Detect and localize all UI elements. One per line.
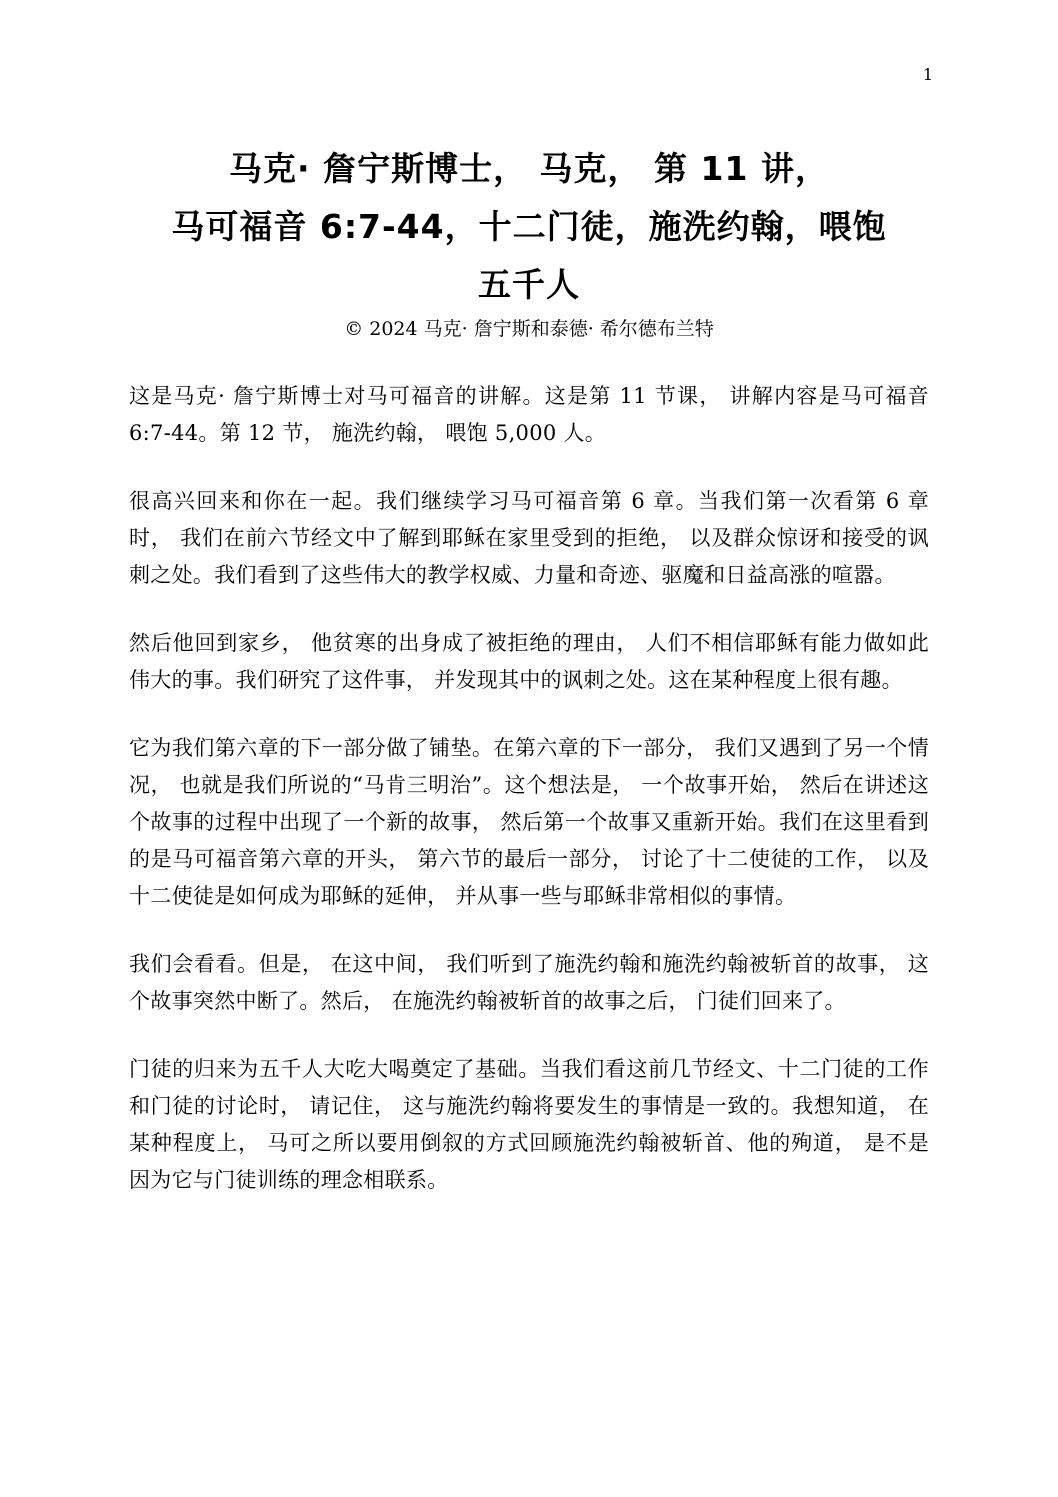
page-number: 1 xyxy=(922,65,933,84)
title-line-2: 马可福音 6:7-44，十二门徒，施洗约翰，喂饱 xyxy=(171,207,887,246)
title-line-1: 马克· 詹宁斯博士， 马克， 第 11 讲， xyxy=(229,149,829,188)
paragraph-3: 然后他回到家乡， 他贫寒的出身成了被拒绝的理由， 人们不相信耶稣有能力做如此伟大的事。我们研究了这件事， 并发现其中的讽刺之处。这在某种程度上很有趣。 xyxy=(129,631,929,692)
paragraph-5: 我们会看看。但是， 在这中间， 我们听到了施洗约翰和施洗约翰被斩首的故事， 这个故事突然中断了。然后， 在施洗约翰被斩首的故事之后， 门徒们回来了。 xyxy=(129,952,929,1013)
paragraph-4: 它为我们第六章的下一部分做了铺垫。在第六章的下一部分， 我们又遇到了另一个情况， 也就是我们所说的“马肯三明治”。这个想法是， 一个故事开始， 然后在讲述这个故事的过程中出现了一个新的故事， 然后第一个故事又重新开始。我们在这里看到的是马可福音第六章的开头， 第六节的最后一部分， 讨论了十二使徒的工作， 以及十二使徒是如何成为耶稣的延伸， 并从事一些与耶稣非常相似的事情。 xyxy=(129,736,929,908)
document-title xyxy=(120,140,938,314)
paragraph-2: 很高兴回来和你在一起。我们继续学习马可福音第 6 章。当我们第一次看第 6 章时， 我们在前六节经文中了解到耶稣在家里受到的拒绝， 以及群众惊讶和接受的讽刺之处。我们看到了这些伟大的教学权威、力量和奇迹、驱魔和日益高涨的喧嚣。 xyxy=(129,489,929,587)
document-body xyxy=(129,378,929,1230)
paragraph-1: 这是马克· 詹宁斯博士对马可福音的讲解。这是第 11 节课， 讲解内容是马可福音 6:7-44。第 12 节， 施洗约翰， 喂饱 5,000 人。 xyxy=(129,384,929,445)
title-line-3: 五千人 xyxy=(478,265,580,304)
paragraph-6: 门徒的归来为五千人大吃大喝奠定了基础。当我们看这前几节经文、十二门徒的工作和门徒的讨论时， 请记住， 这与施洗约翰将要发生的事情是一致的。我想知道， 在某种程度上， 马可之所以要用倒叙的方式回顾施洗约翰被斩首、他的殉道， 是不是因为它与门徒训练的理念相联系。 xyxy=(129,1057,929,1192)
copyright-line: © 2024 马克· 詹宁斯和泰德· 希尔德布兰特 xyxy=(344,318,714,340)
